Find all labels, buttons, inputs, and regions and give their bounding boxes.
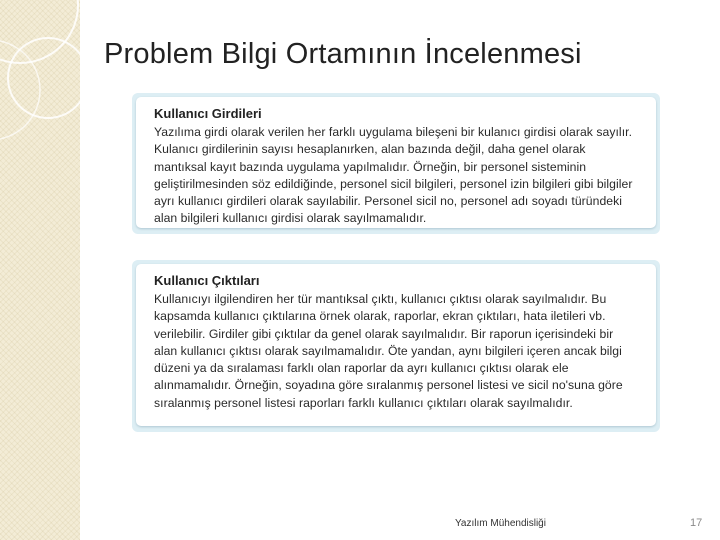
box-heading: Kullanıcı Çıktıları (154, 273, 260, 288)
box-text: Yazılıma girdi olarak verilen her farklı uygulama bileşeni bir kulanıcı girdisi olarak sayılır. Kulanıcı girdilerinin sayısı hesaplanırken, alan bazında değil, daha genel olarak mantıksal kayıt bazında uygulama yapılmalıdır. Örneğin, bir personel sisteminin geliştirilmesinden söz edildiğinde, personel sicil bilgileri, personel izin bilgileri gibi bilgiler ayrı kullanıcı girdileri olarak sayılabilir. Personel sicil no, personel adı soyadı türündeki alan bilgileri kullanıcı girdisi olarak sayılmamalıdır. (154, 125, 633, 226)
page-number: 17 (690, 517, 703, 529)
slide-title: Problem Bilgi Ortamının İncelenmesi (104, 38, 582, 70)
info-box-outputs (132, 260, 660, 432)
footer-text: Yazılım Mühendisliği (455, 518, 546, 529)
box-text: Kullanıcıyı ilgilendiren her tür mantıksal çıktı, kullanıcı çıktısı olarak sayılmalıdır. Bu kapsamda kullanıcı çıktılarına örnek olarak, raporlar, ekran çıktıları, hata iletileri vb. verilebilir. Girdiler gibi çıktılar da genel olarak sayılmalıdır. Bir raporun içerisindeki bir alan kullanıcı çıktısı olarak sayılmamalıdır. Öte yandan, aynı bilgileri içeren ancak bilgi düzeni ya da sıralaması farklı olan raporlar da ayrı kullanıcı çıktısı olarak ele alınmamalıdır. Örneğin, soyadına göre sıralanmış personel listesi ve sicil no'suna göre sıralanmış personel listesi raporları farklı kullanıcı çıktıları olarak sayılmalıdır. (154, 292, 623, 410)
box-heading: Kullanıcı Girdileri (154, 106, 262, 121)
info-box-inputs (132, 93, 660, 234)
